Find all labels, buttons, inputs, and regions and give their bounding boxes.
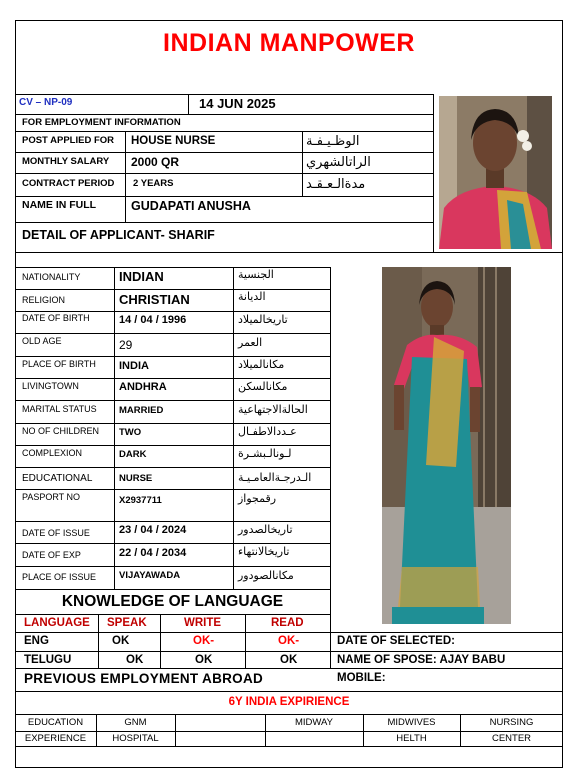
page-title: INDIAN MANPOWER <box>163 29 415 57</box>
complexion-arabic: لـونالـبشـرة <box>238 447 292 460</box>
lang-telugu-speak: OK <box>126 654 144 666</box>
experience-summary: 6Y INDIA EXPIRIENCE <box>228 696 350 708</box>
passport-no-arabic: رقمجواز <box>238 492 277 505</box>
date-of-exp-value: 22 / 04 / 2034 <box>119 547 187 559</box>
nationality-value: INDIAN <box>119 269 164 284</box>
prev-row2-c5: HELTH <box>396 733 427 744</box>
language-col-speak: SPEAK <box>107 617 147 629</box>
livingtown-value: ANDHRA <box>119 381 167 393</box>
name-label: NAME IN FULL <box>22 199 97 211</box>
old-age-value: 29 <box>119 338 133 352</box>
religion-arabic: الديانة <box>238 290 266 303</box>
livingtown-arabic: مكانالسكن <box>238 380 288 393</box>
post-applied-label: POST APPLIED FOR <box>22 135 115 146</box>
language-col-language: LANGUAGE <box>24 617 90 629</box>
date-of-issue-arabic: تاريخالصدور <box>238 523 293 536</box>
old-age-label: OLD AGE <box>22 336 62 346</box>
complexion-value: DARK <box>119 449 147 460</box>
date-of-exp-arabic: تاريخالانتهاء <box>238 545 290 558</box>
post-applied-value: HOUSE NURSE <box>131 135 216 147</box>
prev-row2-c1: EXPERIENCE <box>24 733 87 744</box>
contract-period-label: CONTRACT PERIOD <box>22 178 115 189</box>
educational-arabic: الـدرجـةالعامـيـة <box>238 471 312 484</box>
educational-value: NURSE <box>119 473 153 484</box>
cv-code: CV – NP-09 <box>19 97 73 108</box>
prev-row2-c6: CENTER <box>491 733 532 744</box>
place-of-issue-label: PLACE OF ISSUE <box>22 572 97 582</box>
monthly-salary-label: MONTHLY SALARY <box>22 156 110 167</box>
lang-eng-speak: OK <box>112 635 130 647</box>
livingtown-label: LIVINGTOWN <box>22 381 79 391</box>
nationality-arabic: الجنسية <box>238 268 274 281</box>
date-of-issue-label: DATE OF ISSUE <box>22 528 90 538</box>
previous-employment-heading: PREVIOUS EMPLOYMENT ABROAD <box>24 671 264 686</box>
place-of-birth-label: PLACE OF BIRTH <box>22 359 96 369</box>
place-of-issue-value: VIJAYAWADA <box>119 570 181 581</box>
lang-telugu-name: TELUGU <box>24 654 72 666</box>
applicant-portrait-photo <box>439 96 552 249</box>
contract-period-value: 2 YEARS <box>133 178 174 189</box>
no-of-children-arabic: عـددالاطفـال <box>238 425 297 438</box>
prev-row1-c2: GNM <box>124 717 147 728</box>
prev-row1-c5: MIDWIVES <box>387 717 436 728</box>
lang-eng-read: OK- <box>278 635 300 647</box>
language-col-read: READ <box>271 617 304 629</box>
complexion-label: COMPLEXION <box>22 448 83 458</box>
post-applied-arabic: الوظـيـفـة <box>306 134 360 149</box>
passport-no-label: PASPORT NO <box>22 492 81 502</box>
date-of-exp-label: DATE OF EXP <box>22 550 81 560</box>
place-of-birth-arabic: مكانالميلاد <box>238 358 285 371</box>
monthly-salary-value: 2000 QR <box>131 155 180 169</box>
mobile-label: MOBILE: <box>337 672 386 684</box>
lang-telugu-read: OK <box>280 654 298 666</box>
applicant-full-photo <box>382 267 511 624</box>
date-of-issue-value: 23 / 04 / 2024 <box>119 524 187 536</box>
nationality-label: NATIONALITY <box>22 272 81 282</box>
marital-status-value: MARRIED <box>119 405 164 416</box>
name-value: GUDAPATI ANUSHA <box>131 199 251 213</box>
prev-row1-c6: NURSING <box>489 717 534 728</box>
detail-heading: DETAIL OF APPLICANT- SHARIF <box>22 228 215 242</box>
old-age-arabic: العمر <box>238 336 263 349</box>
place-of-birth-value: INDIA <box>119 360 149 372</box>
no-of-children-value: TWO <box>119 427 142 438</box>
language-col-write: WRITE <box>184 617 222 629</box>
lang-eng-write: OK- <box>193 635 215 647</box>
prev-row1-c1: EDUCATION <box>27 717 84 728</box>
language-heading: KNOWLEDGE OF LANGUAGE <box>61 593 284 610</box>
employment-section-label: FOR EMPLOYMENT INFORMATION <box>22 117 181 128</box>
educational-label: EDUCATIONAL <box>22 473 93 484</box>
lang-telugu-write: OK <box>195 654 213 666</box>
prev-row1-c4: MIDWAY <box>295 717 333 728</box>
date-selected-label: DATE OF SELECTED: <box>337 635 455 647</box>
date-of-birth-arabic: تاريخالميلاد <box>238 313 288 326</box>
passport-no-value: X2937711 <box>119 495 162 506</box>
cv-date: 14 JUN 2025 <box>199 96 276 111</box>
religion-label: RELIGION <box>22 295 66 305</box>
date-of-birth-label: DATE OF BIRTH <box>22 313 90 323</box>
no-of-children-label: NO OF CHILDREN <box>22 426 100 436</box>
spouse-label: NAME OF SPOSE: AJAY BABU <box>337 654 506 666</box>
contract-period-arabic: مدةالـعـقـد <box>306 177 366 192</box>
marital-status-label: MARITAL STATUS <box>22 404 97 414</box>
religion-value: CHRISTIAN <box>119 292 190 307</box>
monthly-salary-arabic: الراتالشهري <box>306 155 371 170</box>
date-of-birth-value: 14 / 04 / 1996 <box>119 314 187 326</box>
prev-row2-c2: HOSPITAL <box>112 733 159 744</box>
lang-eng-name: ENG <box>24 635 49 647</box>
place-of-issue-arabic: مكانالصودور <box>238 569 294 582</box>
marital-status-arabic: الحالةالاجتهاعية <box>238 403 308 416</box>
